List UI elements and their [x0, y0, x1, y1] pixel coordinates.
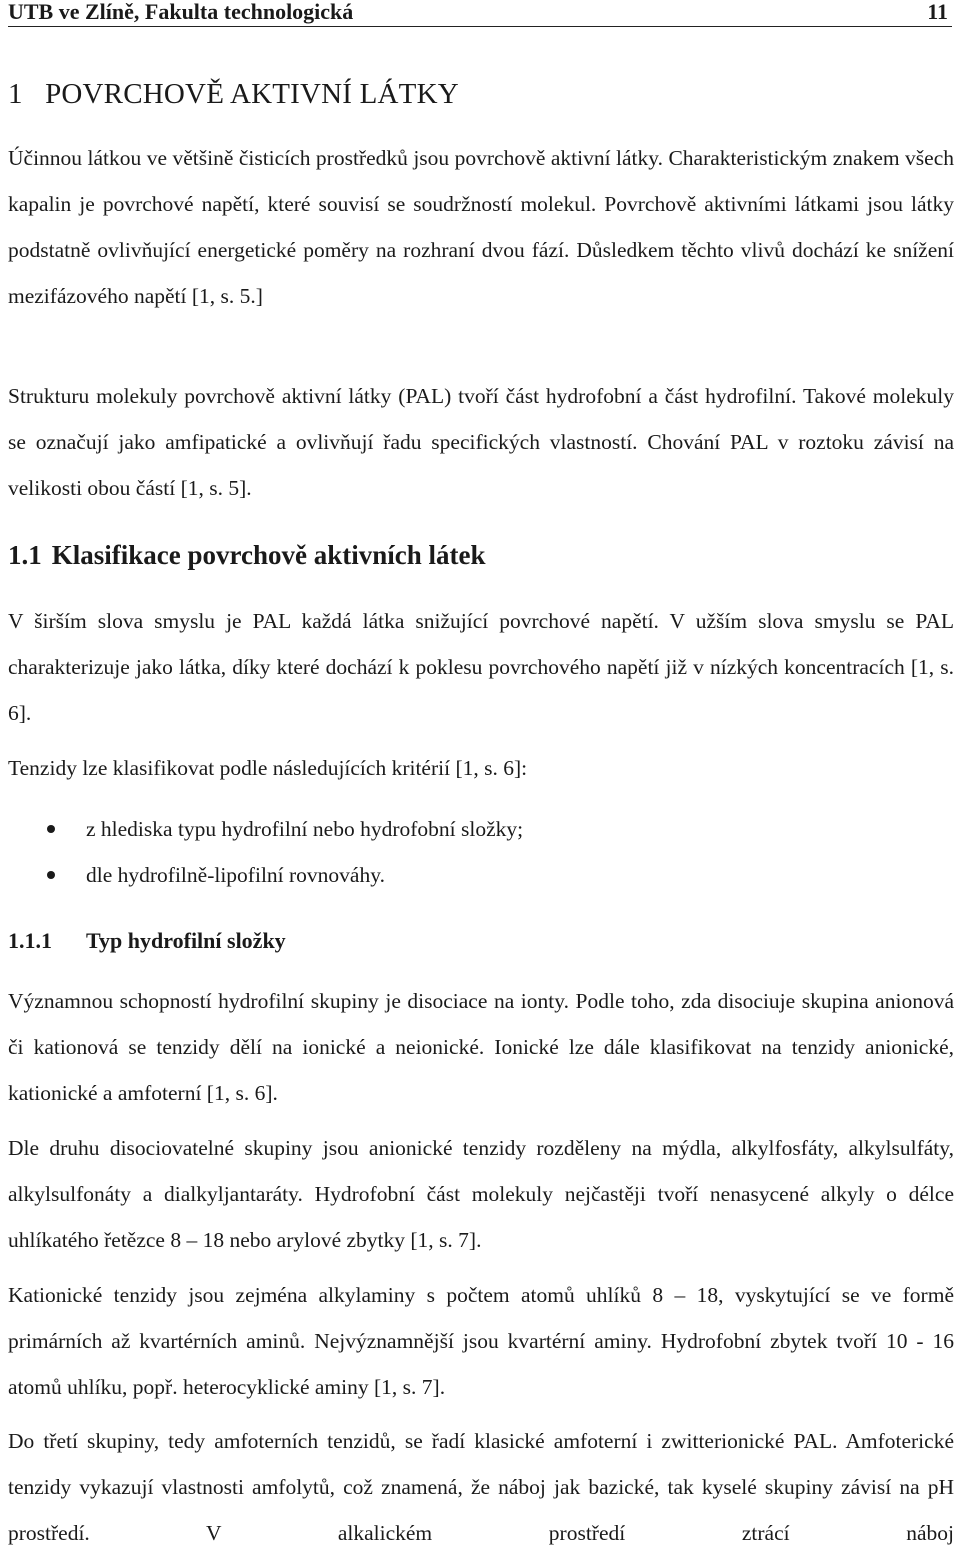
list-item: z hlediska typu hydrofilní nebo hydrofobní složky; — [8, 806, 523, 852]
page-number: 11 — [927, 0, 948, 24]
list-item: dle hydrofilně-lipofilní rovnováhy. — [8, 852, 523, 898]
chapter-title: POVRCHOVĚ AKTIVNÍ LÁTKY — [45, 78, 459, 110]
paragraph: V širším slova smyslu je PAL každá látka snižující povrchové napětí. V užším slova smyslu se PAL charakterizuje jako látka, díky které dochází k poklesu povrchového napětí již v nízkých koncentracích [1, s. 6]. — [8, 609, 954, 725]
paragraph: Dle druhu disociovatelné skupiny jsou anionické tenzidy rozděleny na mýdla, alkylfosfáty, alkylsulfáty, alkylsulfonáty a dialkyljantaráty. Hydrofobní část molekuly nejčastěji tvoří nenasycené alkyly o délce uhlíkatého řetězce 8 – 18 nebo arylové zbytky [1, s. 7]. — [8, 1136, 954, 1252]
subsection-heading — [8, 928, 286, 954]
running-header — [8, 0, 952, 27]
paragraph: Strukturu molekuly povrchově aktivní látky (PAL) tvoří část hydrofobní a část hydrofilní. Takové molekuly se označují jako amfipatické a ovlivňují řadu specifických vlastností. Chování PAL v roztoku závisí na velikosti obou částí [1, s. 5]. — [8, 384, 954, 500]
chapter-number: 1 — [8, 78, 23, 110]
paragraph: Do třetí skupiny, tedy amfoterních tenzidů, se řadí klasické amfoterní i zwitterionické PAL. Amfoterické tenzidy vykazují vlastnosti amfolytů, což znamená, že náboj jak bazické, tak kyselé skupiny závisí na pH prostředí. V alkalickém prostředí ztrácí náboj — [8, 1429, 954, 1545]
chapter-heading — [8, 78, 459, 111]
subsection-title: Typ hydrofilní složky — [86, 928, 286, 953]
section-heading — [8, 540, 486, 571]
paragraph: Účinnou látkou ve většině čisticích prostředků jsou povrchově aktivní látky. Charakteristickým znakem všech kapalin je povrchové napětí, které souvisí se soudržností molekul. Povrchově aktivními látkami jsou látky podstatně ovlivňující energetické poměry na rozhraní dvou fází. Důsledkem těchto vlivů dochází ke snížení mezifázového napětí [1, s. 5.] — [8, 146, 954, 308]
paragraph: Významnou schopností hydrofilní skupiny je disociace na ionty. Podle toho, zda disociuje skupina anionová či kationová se tenzidy dělí na ionické a neionické. Ionické lze dále klasifikovat na tenzidy anionické, kationické a amfoterní [1, s. 6]. — [8, 989, 954, 1105]
subsection-number: 1.1.1 — [8, 928, 52, 953]
bullet-list — [8, 806, 523, 898]
paragraph: Tenzidy lze klasifikovat podle následujících kritérií [1, s. 6]: — [8, 756, 528, 780]
bullet-icon — [47, 825, 55, 833]
header-title: UTB ve Zlíně, Fakulta technologická — [8, 0, 354, 24]
paragraph: Kationické tenzidy jsou zejména alkylaminy s počtem atomů uhlíků 8 – 18, vyskytující se ve formě primárních až kvartérních aminů. Nejvýznamnější jsou kvartérní aminy. Hydrofobní zbytek tvoří 10 - 16 atomů uhlíku, popř. heterocyklické aminy [1, s. 7]. — [8, 1283, 954, 1399]
section-title: Klasifikace povrchově aktivních látek — [51, 540, 486, 570]
section-number: 1.1 — [8, 540, 42, 570]
bullet-icon — [47, 871, 55, 879]
